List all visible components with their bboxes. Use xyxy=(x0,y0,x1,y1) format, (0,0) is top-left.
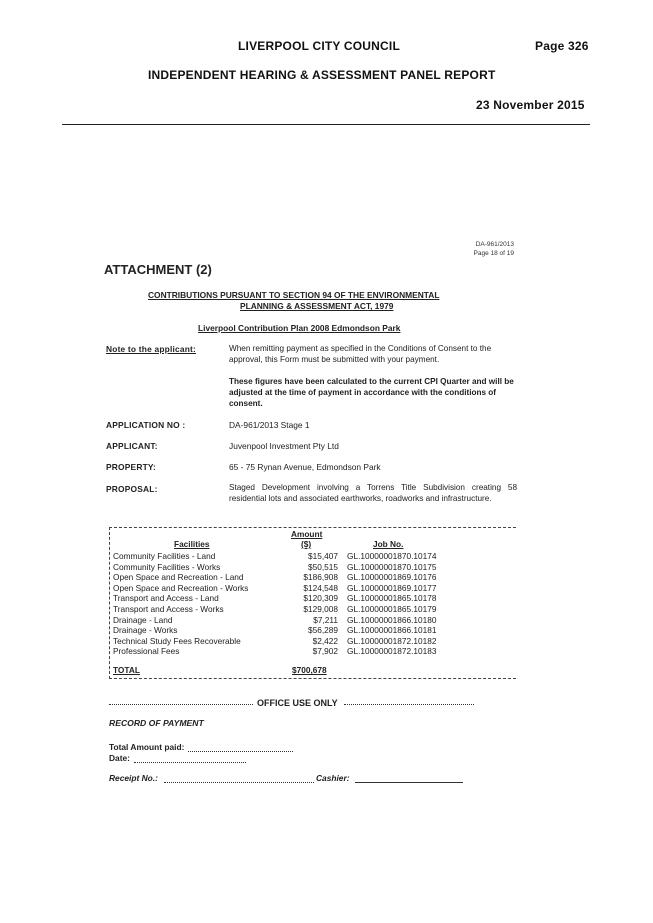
report-date: 23 November 2015 xyxy=(476,98,585,112)
office-use-heading: OFFICE USE ONLY xyxy=(257,698,338,708)
note-text-1: When remitting payment as specified in the Conditions of Consent to the approval, this Form must be submitted with your payment. xyxy=(229,344,492,364)
application-label: APPLICATION NO : xyxy=(106,420,186,430)
job-number-cell: GL.10000001866.10181 xyxy=(347,625,437,636)
amount-cell: $2,422 xyxy=(312,635,338,646)
page-number: Page 326 xyxy=(535,39,589,53)
job-number-cell: GL.10000001869.10177 xyxy=(347,582,437,593)
total-value: $700,678 xyxy=(292,665,327,675)
attachment-title: ATTACHMENT (2) xyxy=(104,262,212,277)
amount-cell: $7,211 xyxy=(313,614,338,625)
total-paid-label: Total Amount paid: xyxy=(109,742,185,752)
col-amount-unit: ($) xyxy=(301,539,312,549)
job-number-cell: GL.10000001866.10180 xyxy=(347,614,437,625)
record-of-payment: RECORD OF PAYMENT xyxy=(109,718,204,728)
da-reference: DA-961/2013 xyxy=(475,241,514,248)
property-value: 65 - 75 Rynan Avenue, Edmondson Park xyxy=(229,462,381,472)
job-number-cell: GL.10000001870.10175 xyxy=(347,561,437,572)
facility-cell: Community Facilities - Works xyxy=(113,561,221,572)
date-label: Date: xyxy=(109,753,130,763)
amount-cell: $56,289 xyxy=(308,625,338,636)
date-field[interactable] xyxy=(134,762,246,763)
col-facilities: Facilities xyxy=(174,539,210,549)
receipt-label: Receipt No.: xyxy=(109,773,158,783)
total-paid-field[interactable] xyxy=(188,751,293,752)
application-value: DA-961/2013 Stage 1 xyxy=(229,420,310,430)
amount-cell: $7,902 xyxy=(312,646,338,657)
page-of: Page 18 of 19 xyxy=(473,250,514,257)
col-job: Job No. xyxy=(373,539,404,549)
job-number-cell: GL.10000001872.10183 xyxy=(347,646,437,657)
job-number-cell: GL.10000001872.10182 xyxy=(347,635,437,646)
amount-cell: $129,008 xyxy=(303,604,338,614)
job-number-cell: GL.10000001865.10179 xyxy=(347,604,437,614)
facility-cell: Open Space and Recreation - Works xyxy=(113,582,249,593)
job-number-cell: GL.10000001870.10174 xyxy=(347,551,437,561)
facility-cell: Drainage - Works xyxy=(113,625,178,636)
col-amount: Amount xyxy=(291,529,323,539)
contributions-heading-2: PLANNING & ASSESSMENT ACT, 1979 xyxy=(240,301,394,311)
amount-cell: $186,908 xyxy=(303,572,338,583)
job-number-cell: GL.10000001865.10178 xyxy=(347,593,437,604)
amount-cell: $50,515 xyxy=(308,561,338,572)
job-number-cell: GL.10000001869.10176 xyxy=(347,572,437,583)
facility-cell: Technical Study Fees Recoverable xyxy=(113,635,241,646)
office-divider-right xyxy=(344,704,474,705)
amount-cell: $15,407 xyxy=(308,551,338,561)
cashier-field[interactable] xyxy=(355,782,463,783)
amount-cell: $124,548 xyxy=(303,582,338,593)
facility-cell: Open Space and Recreation - Land xyxy=(113,572,244,583)
facility-cell: Community Facilities - Land xyxy=(113,551,216,561)
applicant-label: APPLICANT: xyxy=(106,441,158,451)
contributions-table xyxy=(109,527,516,679)
header-rule xyxy=(62,124,590,125)
facility-cell: Professional Fees xyxy=(113,646,180,657)
report-title: INDEPENDENT HEARING & ASSESSMENT PANEL REPORT xyxy=(148,68,496,82)
facility-cell: Drainage - Land xyxy=(113,614,173,625)
note-label: Note to the applicant: xyxy=(106,344,197,354)
note-text-2: These figures have been calculated to the current CPI Quarter and will be adjusted at the time of payment in accordance with the conditions of consent. xyxy=(229,377,514,408)
facility-cell: Transport and Access - Works xyxy=(113,604,224,614)
total-label: TOTAL xyxy=(113,665,140,675)
council-name: LIVERPOOL CITY COUNCIL xyxy=(238,39,400,53)
office-divider-left xyxy=(109,704,253,705)
cashier-label: Cashier: xyxy=(316,773,350,783)
proposal-value: Staged Development involving a Torrens Title Subdivision creating 58 residential lots and associated earthworks, roadworks and infrastructure. xyxy=(229,483,517,503)
contribution-plan: Liverpool Contribution Plan 2008 Edmondson Park xyxy=(198,323,401,333)
contributions-heading-1: CONTRIBUTIONS PURSUANT TO SECTION 94 OF THE ENVIRONMENTAL xyxy=(148,290,440,300)
amount-cell: $120,309 xyxy=(303,593,338,604)
facility-cell: Transport and Access - Land xyxy=(113,593,219,604)
applicant-value: Juvenpool Investment Pty Ltd xyxy=(229,441,339,451)
receipt-field[interactable] xyxy=(164,782,314,783)
property-label: PROPERTY: xyxy=(106,462,157,472)
proposal-label: PROPOSAL: xyxy=(106,484,158,494)
